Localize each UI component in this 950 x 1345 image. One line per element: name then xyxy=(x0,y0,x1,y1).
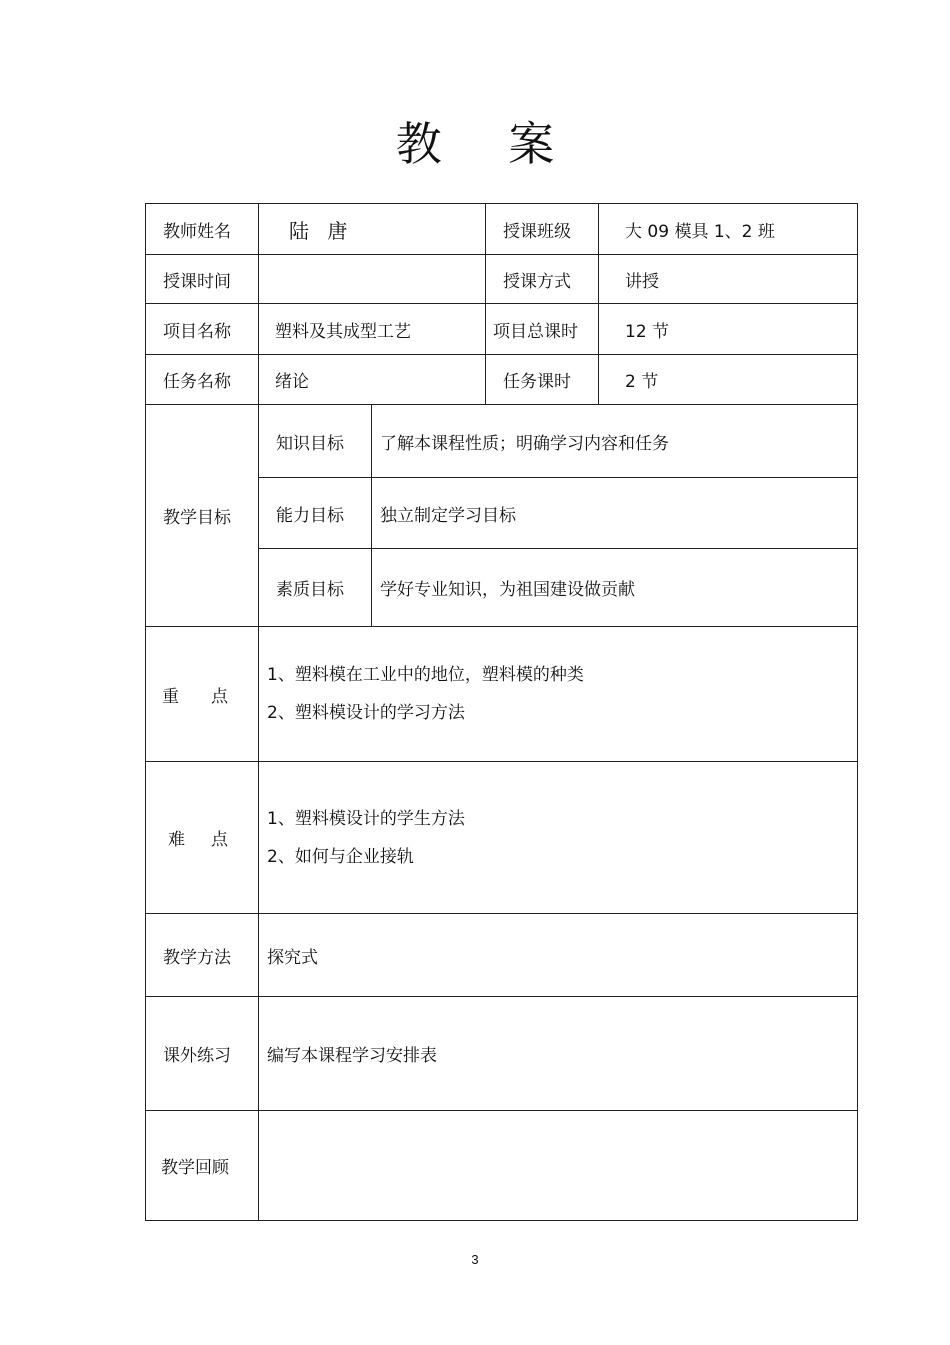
quality-objective-label: 素质目标 xyxy=(259,549,372,627)
task-value: 绪论 xyxy=(259,355,486,405)
project-label: 项目名称 xyxy=(146,304,259,355)
time-label: 授课时间 xyxy=(146,255,259,304)
ability-objective-label: 能力目标 xyxy=(259,478,372,549)
homework-row xyxy=(146,997,858,1111)
knowledge-objective-value: 了解本课程性质；明确学习内容和任务 xyxy=(372,405,858,478)
teaching-method-row xyxy=(146,914,858,997)
key-points-row xyxy=(146,627,858,762)
list-item: 1、塑料模在工业中的地位，塑料模的种类 xyxy=(267,665,584,685)
homework-label: 课外练习 xyxy=(146,997,259,1111)
method-value: 讲授 xyxy=(599,255,858,304)
teacher-row xyxy=(146,204,858,255)
task-label: 任务名称 xyxy=(146,355,259,405)
task-hours-value: 2 节 xyxy=(599,355,858,405)
time-value xyxy=(259,255,486,304)
key-points-label xyxy=(146,627,259,762)
list-item: 2、塑料模设计的学习方法 xyxy=(267,703,465,723)
review-label: 教学回顾 xyxy=(146,1111,259,1221)
review-row xyxy=(146,1111,858,1221)
quality-objective-value: 学好专业知识，为祖国建设做贡献 xyxy=(372,549,858,627)
list-item: 2、如何与企业接轨 xyxy=(267,846,414,867)
knowledge-objective-row xyxy=(146,405,858,478)
teacher-value: 陆 唐 xyxy=(259,204,486,255)
difficulties-label-right: 点 xyxy=(211,830,228,850)
key-points-label-left: 重 xyxy=(162,686,179,707)
key-points-list xyxy=(259,627,858,762)
page-title: 教 案 xyxy=(395,117,581,171)
class-label: 授课班级 xyxy=(486,204,599,255)
task-hours-label: 任务课时 xyxy=(486,355,599,405)
lesson-plan-table xyxy=(145,203,858,1221)
difficulties-label xyxy=(146,762,259,914)
difficulties-list xyxy=(259,762,858,914)
difficulties-row xyxy=(146,762,858,914)
project-row xyxy=(146,304,858,355)
time-row xyxy=(146,255,858,304)
list-item: 1、塑料模设计的学生方法 xyxy=(267,808,465,829)
task-row xyxy=(146,355,858,405)
review-value xyxy=(259,1111,858,1221)
project-hours-label: 项目总课时 xyxy=(486,304,599,355)
homework-value: 编写本课程学习安排表 xyxy=(259,997,858,1111)
knowledge-objective-label: 知识目标 xyxy=(259,405,372,478)
page-number: 3 xyxy=(471,1252,479,1267)
project-value: 塑料及其成型工艺 xyxy=(259,304,486,355)
ability-objective-value: 独立制定学习目标 xyxy=(372,478,858,549)
teaching-method-value: 探究式 xyxy=(259,914,858,997)
teacher-label: 教师姓名 xyxy=(146,204,259,255)
difficulties-label-left: 难 xyxy=(168,830,185,850)
class-value: 大 09 模具 1、2 班 xyxy=(599,204,858,255)
project-hours-value: 12 节 xyxy=(599,304,858,355)
method-label: 授课方式 xyxy=(486,255,599,304)
objectives-label: 教学目标 xyxy=(146,405,259,627)
key-points-label-right: 点 xyxy=(211,686,228,707)
teaching-method-label: 教学方法 xyxy=(146,914,259,997)
